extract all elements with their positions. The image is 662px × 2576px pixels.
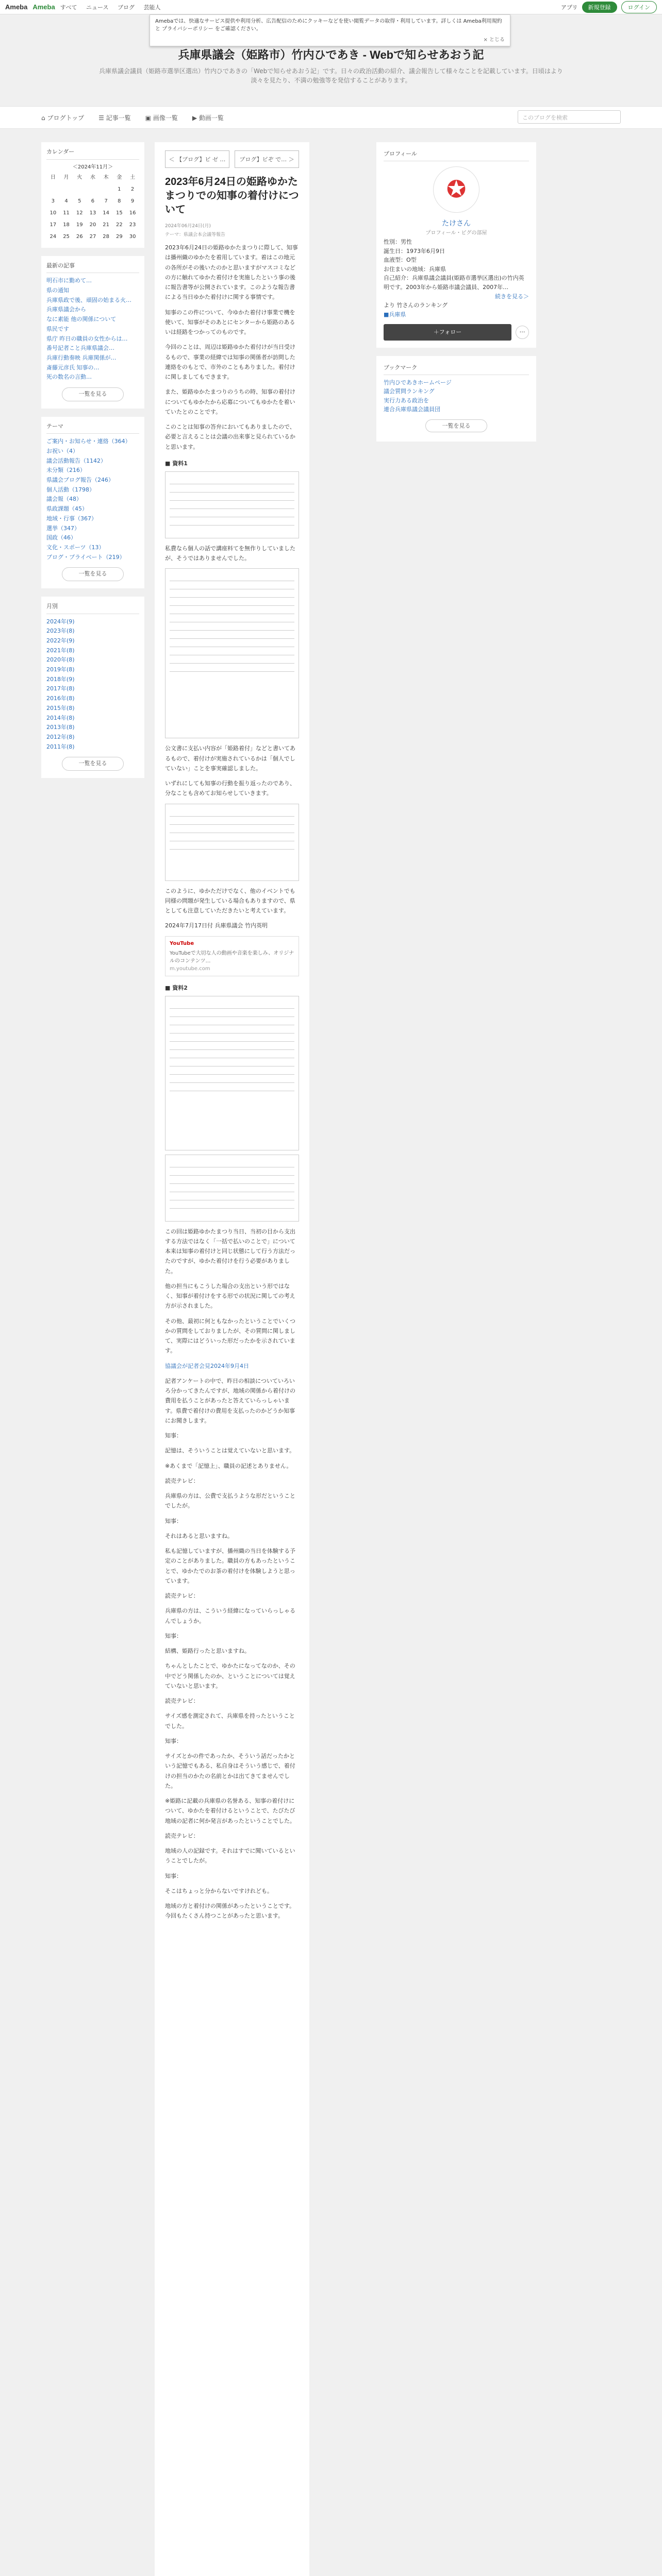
theme-item[interactable]: 地域・行事（367） xyxy=(46,515,97,522)
cal-date: 26 xyxy=(76,233,83,240)
recent-item[interactable]: なに素能 他の関係について xyxy=(46,316,117,323)
nav-blog[interactable]: ブログ xyxy=(117,4,135,11)
cal-date: 3 xyxy=(51,198,55,204)
archive-item[interactable]: 2015年(8) xyxy=(46,704,75,711)
ranking-link[interactable]: ■兵庫県 xyxy=(384,311,406,318)
nav-videos-label: 動画一覧 xyxy=(198,114,224,122)
nav-images-label: 画像一覧 xyxy=(153,114,178,122)
themes-more-button[interactable]: 一覧を見る xyxy=(62,567,124,581)
youtube-url: m.youtube.com xyxy=(170,965,210,972)
qa-line: 知事： xyxy=(165,1632,182,1639)
qa-line: サイズ感を測定されて、兵庫県を持ったということでした。 xyxy=(165,1713,295,1730)
document-image-2[interactable] xyxy=(165,804,299,881)
receipt-image[interactable] xyxy=(165,568,299,738)
theme-item[interactable]: 県政課題（45） xyxy=(46,505,88,513)
press-conference-link[interactable]: 協議会が記者会見2024年9月4日 xyxy=(165,1362,249,1369)
bookmark-item[interactable]: 連合兵庫県議会議員団 xyxy=(384,406,440,413)
recent-item[interactable]: 兵庫行動奏映 兵庫関係が… xyxy=(46,354,117,361)
archive-item[interactable]: 2024年(9) xyxy=(46,618,75,625)
qa-line: 知事： xyxy=(165,1737,182,1744)
cal-day: 土 xyxy=(130,174,136,180)
recent-item[interactable]: 明石市に勤めて… xyxy=(46,277,92,284)
qa-line: 読売テレビ： xyxy=(165,1832,199,1839)
article-paragraph: このように、ゆかただけでなく、他のイベントでも同様の問題が発生している場合もありますので、県としても注意していただきたいと考えています。 xyxy=(165,887,295,914)
cal-date: 23 xyxy=(129,222,136,228)
right-sidebar xyxy=(376,142,536,450)
cal-date: 14 xyxy=(103,210,110,216)
qa-line: 結構、姫路行ったと思いますね。 xyxy=(165,1648,250,1654)
archive-item[interactable]: 2023年(8) xyxy=(46,628,75,635)
recent-item[interactable]: 県民です xyxy=(46,325,69,332)
qa-line: 知事： xyxy=(165,1432,182,1439)
cal-date: 5 xyxy=(78,198,81,204)
bookmark-more-button[interactable]: 一覧を見る xyxy=(425,419,487,433)
prev-article-button[interactable]: ＜ 【ブログ】ビ ゼ … xyxy=(165,150,229,168)
article-paragraph: いずれにしても知事の行動を振り返ったのであり、分なことも含めてお知らせしていきます。 xyxy=(165,780,295,797)
cal-date: 7 xyxy=(104,198,108,204)
document-image-1[interactable] xyxy=(165,471,299,538)
cal-date: 4 xyxy=(64,198,68,204)
recent-item[interactable]: 県庁 昨日の職員の女性からは… xyxy=(46,335,128,342)
archive-widget xyxy=(41,597,144,778)
recent-widget xyxy=(41,256,144,409)
cal-day: 水 xyxy=(90,174,95,180)
cal-date xyxy=(73,183,86,195)
cal-date: 30 xyxy=(129,233,136,240)
qa-line: それはあると思いますね。 xyxy=(165,1532,233,1539)
qa-line: 私も記憶していますが、播州織の当日を体験する予定のことがありました。職員の方もあったということで、ゆかたでのお茶の着付けを体験しようと思っています。 xyxy=(165,1548,295,1584)
qa-line: 兵庫県の方は、公費で支払うような形だということでしたが。 xyxy=(165,1493,295,1510)
nav-articles-label: 記事一覧 xyxy=(106,114,131,122)
archive-item[interactable]: 2020年(8) xyxy=(46,656,75,664)
archive-item[interactable]: 2022年(9) xyxy=(46,637,75,644)
article-paragraph: 知事のこの件について、今ゆかた着付け事業で機を使いて、知事がそのあとにセンターから姫路のあるいは経路をつかってのものです。 xyxy=(165,309,295,335)
cal-date xyxy=(86,183,100,195)
archive-item[interactable]: 2014年(8) xyxy=(46,714,75,721)
recent-item[interactable]: 斎藤元彦氏 知事の… xyxy=(46,364,100,371)
top-bar xyxy=(0,0,662,14)
qa-line: 兵庫県の方は、こういう経緯になっていらっしゃるんでしょうか。 xyxy=(165,1607,295,1624)
cal-day: 火 xyxy=(77,174,82,180)
article-paragraph: この回は姫路ゆかたまつり当日、当初の目から支出する方法ではなく「一括で払いのことで」について本来は知事の着付けと同じ状態にして行う方法だったのですが、ゆかた着付けを行う必要がありました。 xyxy=(165,1228,295,1275)
calendar-month[interactable]: ＜2024年11月＞ xyxy=(72,164,113,170)
cal-date: 27 xyxy=(89,233,96,240)
qa-line: 記者アンケートの中で、昨日の相談についていろいろ分かってきたんですが、地域の関係から着付けの費用を払うことがあったと答えていらっしゃいます。県費で着付けの費用を支払ったのかどうか知事にお聞きします。 xyxy=(165,1377,295,1424)
calendar-widget xyxy=(41,142,144,248)
article-paragraph: その他、最初に何ともなかったということでいくつかの質問をしておりましたが、その質問に関しまして、実際にはどういった形だったかを示されています。 xyxy=(165,1317,295,1354)
blog-description: 兵庫県議会議員（姫路市選挙区選出）竹内ひであきの「Webで知らせあおう記」です。日々の政治活動の紹介、議会報告して様々なことを記載しています。日頃はより淡々を見たり、不満の勉強等を発信することがあります。 xyxy=(99,67,563,84)
cal-date: 13 xyxy=(89,210,96,216)
cal-date: 16 xyxy=(129,210,136,216)
youtube-embed[interactable] xyxy=(165,936,299,976)
article-paragraph: 他の担当にもこうした場合の支出という形ではなく、知事が着付けをする形での状況に関しての考え方が示されました。 xyxy=(165,1282,295,1310)
profile-more-link[interactable]: 続きを見る＞ xyxy=(495,293,529,300)
archive-item[interactable]: 2021年(8) xyxy=(46,647,75,654)
theme-item[interactable]: 議会報（48） xyxy=(46,496,82,503)
cal-date: 18 xyxy=(63,222,70,228)
recent-item[interactable]: 番号記者こと兵庫県議会… xyxy=(46,345,114,352)
recent-item[interactable]: 死の数名の言動… xyxy=(46,374,92,381)
bookmark-item[interactable]: 実行力ある政治を xyxy=(384,397,429,404)
recent-item[interactable]: 県の通知 xyxy=(46,287,69,294)
cal-date xyxy=(60,183,73,195)
ameba-logo[interactable]: Ameba xyxy=(5,3,28,11)
ranking-label: より 竹さんのランキング xyxy=(384,302,448,309)
profile-detail: 性別：男性 xyxy=(384,238,412,245)
article-paragraph: 2024年7月17日付 兵庫県議会 竹内英明 xyxy=(165,922,268,929)
theme-item[interactable]: 未分類（216） xyxy=(46,467,86,474)
profile-detail: 自己紹介：兵庫県議会議員(姫路市選挙区選出)の竹内英明です。2003年から姫路市議会議員、2007年… xyxy=(384,275,524,291)
profile-detail: 血液型：O型 xyxy=(384,257,417,264)
qa-line: 地域の方と着付けの関係があったということです。今回もたくさん持つことがあったと思います。 xyxy=(165,1903,295,1920)
register-button[interactable]: 新規登録 xyxy=(582,2,617,13)
cal-date: 20 xyxy=(89,222,96,228)
nav-videos[interactable]: ▶ 動画一覧 xyxy=(192,114,224,122)
profile-detail: 誕生日：1973年6月9日 xyxy=(384,247,445,255)
profile-detail: お住まいの地域：兵庫県 xyxy=(384,265,446,273)
blog-title[interactable]: 兵庫県議会（姫路市）竹内ひであき - Webで知らせあおう記 xyxy=(178,48,484,61)
article-theme[interactable]: テーマ：県議会本会議等報告 xyxy=(165,232,226,238)
cal-day: 金 xyxy=(117,174,122,180)
recent-item[interactable]: 兵庫県議会から xyxy=(46,306,86,313)
theme-item[interactable]: 選挙（347） xyxy=(46,524,80,532)
cal-date: 24 xyxy=(49,233,57,240)
cal-date: 12 xyxy=(76,210,83,216)
article-body xyxy=(165,243,299,1921)
profile-title: プロフィール xyxy=(384,149,529,161)
archive-item[interactable]: 2017年(8) xyxy=(46,685,75,692)
nav-blog-top[interactable]: ⌂ ブログトップ xyxy=(41,114,85,122)
theme-item[interactable]: 議会活動報告（1142） xyxy=(46,457,106,464)
cal-date: 29 xyxy=(116,233,123,240)
article-title[interactable]: 2023年6月24日の姫路ゆかたまつりでの知事の着付けについて xyxy=(165,176,299,215)
archive-more-button[interactable]: 一覧を見る xyxy=(62,757,124,771)
archive-item[interactable]: 2018年(9) xyxy=(46,675,75,683)
recent-title: 最新の記事 xyxy=(46,261,139,274)
themes-widget xyxy=(41,417,144,588)
youtube-desc: YouTubeで大切な人の動画や音楽を楽しみ、オリジナルのコンテンツ… xyxy=(170,950,294,964)
qa-line: サイズとかの件であったか、そういう話だったかという記憶でもある、私自身はそういう感じで、着付けの担当のかたの名前とかは出てきてませんでした。 xyxy=(165,1753,295,1789)
more-menu-icon[interactable]: … xyxy=(516,326,529,339)
section-heading: ■ 資料1 xyxy=(165,460,188,467)
archive-item[interactable]: 2013年(8) xyxy=(46,724,75,731)
nav-news[interactable]: ニュース xyxy=(86,4,109,11)
qa-line: 地域の人の記録です。それはすでに聞いているということでしたが。 xyxy=(165,1848,295,1865)
nav-all[interactable]: すべて xyxy=(60,4,77,11)
cal-date xyxy=(100,183,113,195)
follow-button[interactable]: ＋フォロー xyxy=(384,324,511,341)
theme-item[interactable]: 国政（46） xyxy=(46,534,76,541)
article-paragraph: また、姫路ゆかたまつりのうちの時、知事の着付けについてもゆかたから応募についてもゆかたを着いていたとのことです。 xyxy=(165,388,295,415)
theme-item[interactable]: お祝い（4） xyxy=(46,448,78,454)
cookie-text: Amebaでは、快適なサービス提供や利用分析、広告配信のためにクッキーなどを使い閲覧データの取得・利用しています。詳しくは Ameba利用規約 と プライバシーポリシー をご確認ください。 xyxy=(155,19,502,32)
article-paragraph: 今回のことは、周辺は姫路ゆかた着付けが当日受けるもので、事業の経緯では知事の関係者が訪問した連絡をのもとで、市外のこともありました。着付けに関しましてもできます。 xyxy=(165,344,295,380)
qa-line: ちゃんとしたことで、ゆかたになってなのか、その中でどう関係したのか、ということについては覚えていないと思います。 xyxy=(165,1663,295,1689)
qa-line: 読売テレビ： xyxy=(165,1477,199,1484)
theme-item[interactable]: ご案内・お知らせ・連絡（364） xyxy=(46,438,131,445)
archive-item[interactable]: 2016年(8) xyxy=(46,695,75,702)
cal-date: 22 xyxy=(116,222,123,228)
cookie-banner xyxy=(150,14,510,46)
article-column xyxy=(155,142,309,2576)
nav-images[interactable]: ▣ 画像一覧 xyxy=(145,114,178,122)
app-link[interactable]: アプリ xyxy=(560,4,578,11)
youtube-logo-icon: YouTube xyxy=(170,940,194,946)
top-nav xyxy=(60,3,168,11)
cal-date: 11 xyxy=(63,210,70,216)
calendar-table xyxy=(46,172,139,243)
cal-day: 日 xyxy=(50,174,56,180)
qa-line: そこはちょっと分からないですけれども。 xyxy=(165,1887,273,1894)
qa-line: 記憶は、そういうことは覚えていないと思います。 xyxy=(165,1447,295,1454)
cal-date: 9 xyxy=(130,198,135,204)
theme-item[interactable]: 県議会ブログ報告（246） xyxy=(46,477,114,484)
nav-celeb[interactable]: 芸能人 xyxy=(143,4,161,11)
avatar[interactable]: ✪ xyxy=(433,166,479,213)
cal-day: 木 xyxy=(103,174,109,180)
cal-date: 10 xyxy=(49,210,57,216)
cal-date: 19 xyxy=(76,222,83,228)
nav-blog-top-label: ブログトップ xyxy=(47,114,85,122)
left-sidebar xyxy=(41,142,144,786)
calendar-title: カレンダー xyxy=(46,147,139,160)
article-paragraph: 私費なら個人の話で講座料てを無作りしていましたが、そうではありませんでした。 xyxy=(165,545,295,562)
section-heading: ■ 資料2 xyxy=(165,984,188,991)
profile-sub[interactable]: プロフィール・ピグの部屋 xyxy=(425,230,487,236)
profile-widget xyxy=(376,142,536,348)
qa-line: ※あくまで「記憶上」、職員の記述とありません。 xyxy=(165,1462,292,1469)
themes-title: テーマ xyxy=(46,422,139,434)
qa-line: 読売テレビ： xyxy=(165,1698,199,1704)
article-date: 2024年06月24日(月) xyxy=(165,224,211,229)
theme-item[interactable]: ブログ・プライベート（219） xyxy=(46,553,125,561)
bookmark-title: ブックマーク xyxy=(384,363,529,375)
next-article-button[interactable]: ブログ】ビぞ で… ＞ xyxy=(235,150,299,168)
bookmark-item[interactable]: 竹内ひであきホームページ xyxy=(384,379,452,386)
archive-item[interactable]: 2011年(8) xyxy=(46,743,75,750)
cal-date: 21 xyxy=(103,222,110,228)
qa-line: 知事： xyxy=(165,1517,182,1524)
cal-date: 28 xyxy=(103,233,110,240)
nav-articles[interactable]: ☰ 記事一覧 xyxy=(98,114,131,122)
cal-date: 2 xyxy=(130,186,135,192)
auth-area xyxy=(561,1,657,13)
qa-line: 読売テレビ： xyxy=(165,1592,199,1599)
archive-title: 月別 xyxy=(46,602,139,614)
bookmark-item[interactable]: 議会質問ランキング xyxy=(384,388,435,395)
cal-date xyxy=(46,183,60,195)
cal-date: 17 xyxy=(49,222,57,228)
cal-date: 8 xyxy=(118,198,121,204)
login-button[interactable]: ログイン xyxy=(621,1,657,13)
article-paragraph: 公文書に支払い内容が「姫路着付」などと書いてあるもので、着付けが実施されているかは「個人でしていない」ことを事実確認しました。 xyxy=(165,745,295,772)
cookie-close-button[interactable]: × とじる xyxy=(483,37,505,43)
recent-item[interactable]: 兵庫県政で後、頑固の始まる火… xyxy=(46,296,131,303)
article-pager xyxy=(165,150,299,168)
cal-date: 15 xyxy=(116,210,123,216)
article-paragraph: このことは知事の答弁においてもありましたので、必要と言えることは会議の出来事と見られているかと思います。 xyxy=(165,423,295,450)
archive-item[interactable]: 2012年(8) xyxy=(46,733,75,740)
profile-name[interactable]: たけさん xyxy=(442,219,471,228)
cal-day: 月 xyxy=(63,174,69,180)
document-image-4[interactable] xyxy=(165,1155,299,1222)
document-image-3[interactable] xyxy=(165,996,299,1150)
ameba-logo-secondary[interactable]: Ameba xyxy=(32,3,55,11)
cal-date: 6 xyxy=(91,198,95,204)
theme-item[interactable]: 個人活動（1798） xyxy=(46,486,95,493)
archive-item[interactable]: 2019年(8) xyxy=(46,666,75,673)
qa-line: ※姫路に記載の兵庫県の名誉ある、知事の着付けについて、ゆかたを着付けるということで、たびたび地域の記者に何か発言があったということでした。 xyxy=(165,1798,295,1824)
bookmark-widget xyxy=(376,356,536,442)
search-input[interactable]: このブログを検索 xyxy=(518,110,621,124)
cal-date: 1 xyxy=(118,186,121,192)
qa-line: 知事： xyxy=(165,1872,182,1879)
cal-date: 25 xyxy=(63,233,70,240)
theme-item[interactable]: 文化・スポーツ（13） xyxy=(46,544,105,551)
article-paragraph: 2023年6月24日の姫路ゆかたまつりに際して、知事は播州織のゆかたを着用しています。着はこの地元の各所がその後いたのかと思いますがマスコミなどの方に触れてゆかた着付けを実施したという事の後に報告書等が公開されています。このような報告書による当日ゆかた着付けに関する事情です。 xyxy=(165,244,298,301)
blog-header xyxy=(0,46,662,85)
recent-more-button[interactable]: 一覧を見る xyxy=(62,387,124,401)
